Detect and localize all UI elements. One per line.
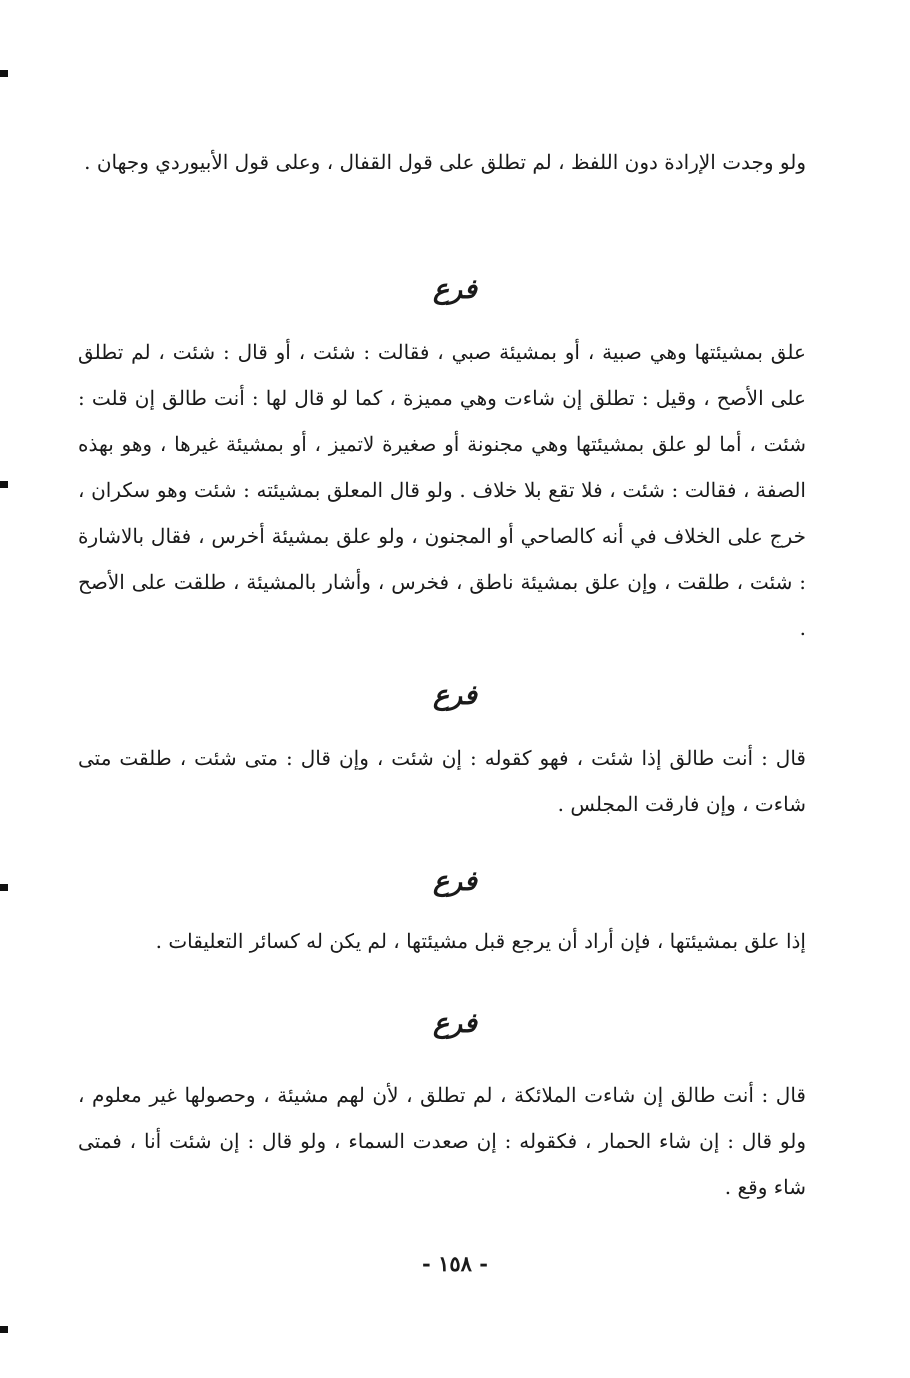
scan-edge-mark — [0, 481, 8, 488]
scan-edge-mark — [0, 1326, 8, 1333]
section-heading: فرع — [433, 1008, 477, 1039]
paragraph-intro — [78, 139, 806, 185]
paragraph-section-1 — [78, 329, 806, 651]
section-heading: فرع — [433, 866, 477, 897]
paragraph-text: إذا علق بمشيئتها ، فإن أراد أن يرجع قبل مشيئتها ، لم يكن له كسائر التعليقات . — [155, 929, 806, 953]
paragraph-text: قال : أنت طالق إذا شئت ، فهو كقوله : إن شئت ، وإن قال : متى شئت ، طلقت متى شاءت ، وإن فارقت المجلس . — [78, 746, 806, 816]
paragraph-section-3 — [78, 918, 806, 964]
page-number: - ١٥٨ - — [422, 1251, 488, 1276]
paragraph-section-4 — [78, 1072, 806, 1210]
section-heading: فرع — [433, 274, 477, 305]
paragraph-text: ولو وجدت الإرادة دون اللفظ ، لم تطلق على قول القفال ، وعلى قول الأبيوردي وجهان . — [84, 150, 806, 174]
paragraph-text: علق بمشيئتها وهي صبية ، أو بمشيئة صبي ، فقالت : شئت ، أو قال : شئت ، لم تطلق على الأصح ، وقيل : تطلق إن شاءت وهي مميزة ، كما لو قال لها : أنت طالق إن قلت : شئت ، أما لو علق بمشيئتها وهي مجنونة أو صغيرة لاتميز ، أو بمشيئة غيرها ، وهو بهذه الصفة ، فقالت : شئت ، فلا تقع بلا خلاف . ولو قال المعلق بمشيئته : شئت وهو سكران ، خرج على الخلاف في أنه كالصاحي أو المجنون ، ولو علق بمشيئة أخرس ، فقال بالاشارة : شئت ، طلقت ، وإن علق بمشيئة ناطق ، فخرس ، وأشار بالمشيئة ، طلقت على الأصح . — [78, 340, 806, 640]
paragraph-section-2 — [78, 735, 806, 827]
scan-edge-mark — [0, 70, 8, 77]
section-heading: فرع — [433, 680, 477, 711]
paragraph-text: قال : أنت طالق إن شاءت الملائكة ، لم تطلق ، لأن لهم مشيئة ، وحصولها غير معلوم ، ولو قال : إن شاء الحمار ، فكقوله : إن صعدت السماء ، ولو قال : إن شئت أنا ، فمتى شاء وقع . — [78, 1083, 806, 1199]
